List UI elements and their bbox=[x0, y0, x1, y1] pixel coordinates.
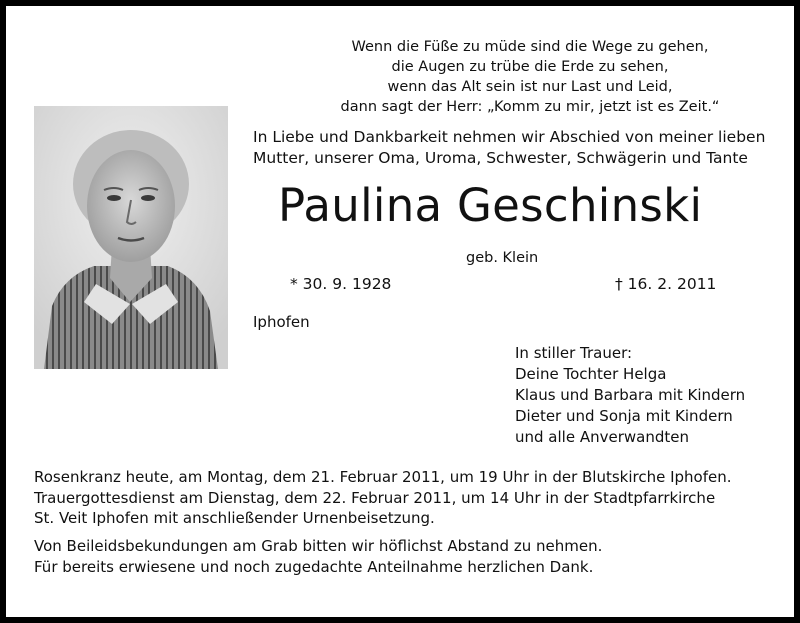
poem-line: die Augen zu trübe die Erde zu sehen, bbox=[391, 59, 669, 75]
poem-line: Wenn die Füße zu müde sind die Wege zu gehen, bbox=[351, 39, 709, 55]
mourners-line: Klaus und Barbara mit Kindern bbox=[515, 386, 746, 404]
closing-line: Von Beileidsbekundungen am Grab bitten wir höflichst Abstand zu nehmen. bbox=[34, 537, 603, 555]
mourners-line: Deine Tochter Helga bbox=[515, 365, 667, 383]
mourners-line: Dieter und Sonja mit Kindern bbox=[515, 407, 733, 425]
service-line: St. Veit Iphofen mit anschließender Urnenbeisetzung. bbox=[34, 509, 435, 527]
portrait-photo bbox=[34, 106, 228, 369]
place-name: Iphofen bbox=[253, 313, 310, 331]
death-date: † 16. 2. 2011 bbox=[615, 275, 717, 293]
deceased-name: Paulina Geschinski bbox=[278, 179, 703, 232]
maiden-name: geb. Klein bbox=[466, 250, 539, 266]
service-line: Rosenkranz heute, am Montag, dem 21. Februar 2011, um 19 Uhr in der Blutskirche Iphofen. bbox=[34, 468, 732, 486]
intro-line: Mutter, unserer Oma, Uroma, Schwester, Schwägerin und Tante bbox=[253, 149, 748, 167]
closing-notes bbox=[34, 536, 602, 577]
closing-line: Für bereits erwiesene und noch zugedachte Anteilnahme herzlichen Dank. bbox=[34, 557, 594, 576]
service-line: Trauergottesdienst am Dienstag, dem 22. Februar 2011, um 14 Uhr in der Stadtpfarrkirche bbox=[34, 488, 716, 507]
poem-line: wenn das Alt sein ist nur Last und Leid, bbox=[387, 79, 673, 95]
birth-date: * 30. 9. 1928 bbox=[290, 275, 392, 293]
mourners-list bbox=[515, 343, 745, 448]
farewell-intro bbox=[253, 127, 765, 169]
poem-line: dann sagt der Herr: „Komm zu mir, jetzt ist es Zeit.“ bbox=[340, 99, 720, 115]
poem bbox=[300, 37, 760, 117]
mourners-line: und alle Anverwandten bbox=[515, 428, 689, 446]
mourners-line: In stiller Trauer: bbox=[515, 344, 633, 362]
service-details bbox=[34, 467, 732, 529]
intro-line: In Liebe und Dankbarkeit nehmen wir Abschied von meiner lieben bbox=[253, 128, 766, 146]
